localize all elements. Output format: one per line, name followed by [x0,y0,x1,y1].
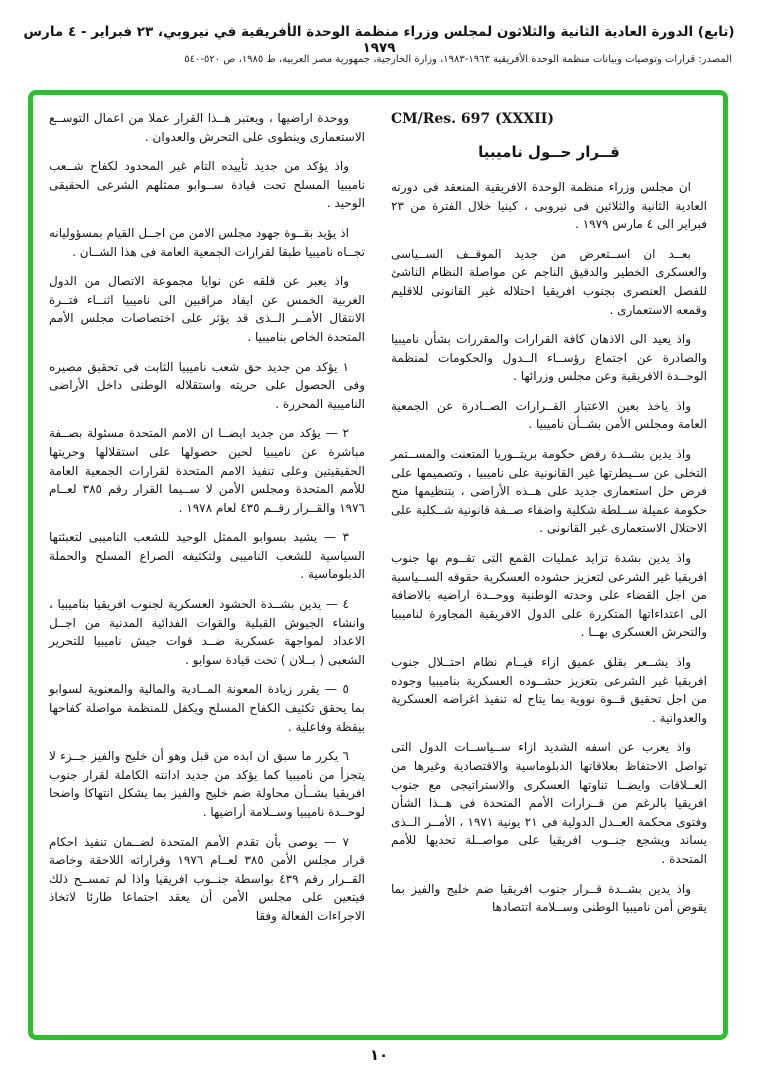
left-column [49,109,365,1025]
resolution-title: قــرار حــول ناميبيا [478,142,620,161]
green-frame [28,90,728,1040]
paragraph: ٦ يكرر ما سبق ان ابده من قبل وهو أن خليج والفيز جــزء لا يتجزأ من ناميبيا كما يؤكد من جديد ادانته الكاملة لقرار جنوب افريقيا بشــأن محاولة ضم خليج والفيز بما يشكل انتهاكا واضحا لوحــدة ناميبيا وســلامة أراضيها . [49,749,365,819]
right-column [391,109,707,1025]
paragraph: ١ يؤكد من جديد حق شعب ناميبيا الثابت فى تحقيق مصيره وفى الحصول على حريته واستقلاله الوطنى داخل الأراضى الناميبية المحررة . [49,359,365,411]
paragraph: ان مجلس وزراء منظمة الوحدة الافريقية المنعقد فى دورته العادية الثانية والثلاثين فى نيروبى ، كينيا خلال الفترة من ٢٣ فبراير الى ٤ مارس ١٩٧٩ . [391,179,707,232]
paragraph: واذ يعيد الى الاذهان كافة القرارات والمقررات بشأن ناميبيا والصادرة عن اجتماع رؤســاء الــدول والحكومات لمنظمة الوحــدة الافريقية وعن مجلس وزرائها . [391,332,707,384]
page-number: ١٠ [369,1046,389,1064]
left-column-paragraphs [49,109,365,926]
paragraph: ٧ — يوصى بأن تقدم الأمم المتحدة لضــمان تنفيذ احكام قرار مجلس الأمن ٣٨٥ لعــام ١٩٧٦ وقراراته اللاحقة وخاصة القــرار رقم ٤٣٩ بواسطة جنــوب افريقيا واذا لم تمســح ذلك فيتعين على مجلس الأمن أن يعقد اجتماعا طارئا لاتخاذ الاجراءات الفعالة وفقا [49,834,365,923]
resolution-code: CM/Res. 697 (XXXII) [391,111,554,127]
paragraph: واذ يعرب عن اسفه الشديد ازاء ســياســات الدول التى تواصل الاحتفاظ بعلاقاتها الدبلوماسية والاقتصادية وغيرها من العــلاقات وايضــا تناوتها العسكرى والاستراتيجى مع جنوب افريقيا بالرغم من قــرارات الأمم المتحدة فى هــذا الشأن وفتوى محكمة العــدل الدولية فى ٢١ يونية ١٩٧١ ، الأمــر الــذى يساند ويشجع جنــوب افريقيا على مواصــلة تحديها للأمم المتحدة . [391,740,707,866]
right-column-paragraphs [391,178,707,917]
paragraph: ٢ — يؤكد من جديد ايضــا ان الامم المتحدة مسئولة بصــفة مباشرة عن ناميبيا لحين حصولها على استقلالها وحريتها الحقيقيتين وعلى تنفيذ الامم المتحدة لقرارات الجمعية العامة للأمم المتحدة ومجلس الأمن لا ســيما القرار رقم ٣٨٥ لعــام ١٩٧٦ والقــرار رقــم ٤٣٥ لعام ١٩٧٨ . [49,426,365,515]
paragraph: واذ ياخذ بعين الاعتبار القــرارات الصــادرة عن الجمعية العامة ومجلس الأمن بشــأن ناميبيا . [391,398,707,432]
paragraph: واذ يدين بشــدة قــرار جنوب افريقيا ضم خليج والفيز بما يقوض أمن ناميبيا الوطنى وســلامة اتتصادها [391,881,707,915]
two-column-layout [49,109,707,1025]
paragraph: ٣ — يشيد بسوابو الممثل الوحيد للشعب الناميبى لتعبئتها السياسية للشعب الناميبى ولتكثيفه الصراع المسلح والحملة الدبلوماسية . [49,530,365,582]
paragraph: واذ يؤكد من جديد تأييده التام غير المحدود لكفاح شــعب ناميبيا المسلح تحت قيادة ســوابو ممثلهم الشرعى الحقيقى الوحيد . [49,159,365,211]
paragraph: واذ يدين بشــدة رفض حكومة بريتــوريا المتعنت والمســتمر التخلى عن ســيطرتها غير القانونية على ناميبيا ، وتصميمها على فرض حل استعمارى جديد على هــذه الأراضى ، بتنظيمها منح حكومة عميلة ســلطة شكلية واضفاء صــفة قانونية شــكلية على الاحتلال الاستعمارى غير القانونى . [391,447,707,536]
header-source-citation: المصدر: قرارات وتوصيات وبيانات منظمة الوحدة الأفريقية ١٩٦٣-١٩٨٣، وزارة الخارجية، جمهورية مصر العربية، ط ١٩٨٥، ص ٥٢٠-٥٤٠ [184,54,732,65]
paragraph: واذ يدين بشدة تزايد عمليات القمع التى تقــوم بها جنوب افريقيا غير الشرعى لتعزيز حشوده العسكرية حقوقه الســياسية من اجل القضاء على وحدته الوطنية ووحــدة اراضيه بالاضافة الى اعتداءاتها المتكررة على الدول الافريقية المجاورة لناميبيا والتحرش العسكرى بهــا . [391,551,707,640]
paragraph: بعــد ان اســتعرض من جديد الموقــف الســياسى والعسكرى الخطير والدقيق الناجم عن مواصلة النظام الناشئ للفصل العنصرى بجنوب افريقيا احتلاله غير القانونى للاقليم وقمعه الاستعمارى . [391,246,707,317]
header-session-title: (تابع) الدورة العادية الثانية والثلاثون لمجلس وزراء منظمة الوحدة الأفريقية في نيروبي، ٢٣ فبراير - ٤ مارس ١٩٧٩ [23,24,735,56]
paragraph: اذ يؤيد بقــوة جهود مجلس الامن من اجــل القيام بمسؤوليانه تجــاه ناميبيا طبقا لقرارات الجمعية العامة فى هذا الشــان . [49,225,365,259]
paragraph: ٥ — يقرر زيادة المعونة المــادية والمالية والمعنوية لسوابو بما يحقق تكثيف الكفاح المسلح ويكفل للمنظمة مواصلة كفاحها بيقظة وفاعلية . [49,682,365,734]
paragraph: ووحدة اراضيها ، ويعتبر هــذا القرار عملا من اعمال التوســع الاستعمارى وينطوى على التحرش والعدوان . [49,111,365,144]
paragraph: واذ يشــعر بقلق عميق ازاء قيــام نظام احتــلال جنوب افريقيا غير الشرعى بتعزيز حشــوده العسكرية بناميبيا وجوده من اجل تحقيق قــوة نووية بما يتاح له تنفيذ اغراضه العسكرية والعدوانية . [391,655,707,725]
paragraph: واذ يعبر عن قلقه عن نوايا مجموعة الاتصال من الدول الغربية الخمس عن ايفاد مراقبين الى ناميبيا اثنــاء فتــرة الانتقال الأمــر الــذى قد يؤثر على اختصاصات مجلس الأمم المتحدة الخاص بناميبيا . [49,274,365,344]
paragraph: ٤ — يدين بشــدة الحشود العسكرية لجنوب افريقيا بناميبيا ، وانشاء الجيوش القبلية والقوات الفدائية المدنية من اجــل الاعداد لمواجهة عسكرية ضــد قوات جيش ناميبيا للتحرير الشعبى ( بــلان ) تحت قيادة سوابو . [49,597,365,667]
